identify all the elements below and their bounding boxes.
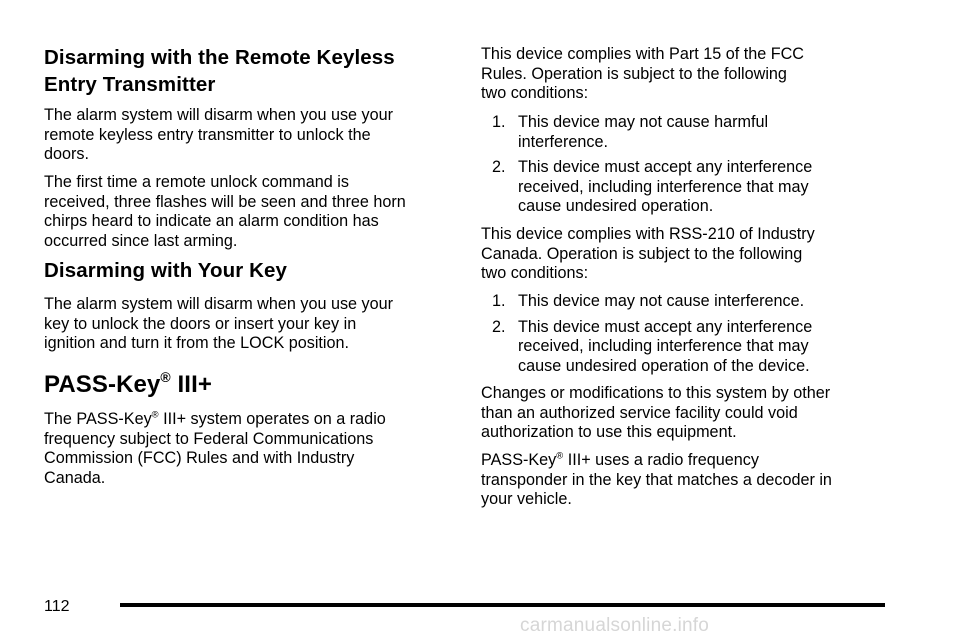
list-item xyxy=(481,318,901,377)
paragraph-rss-intro xyxy=(481,225,901,284)
text-line: authorization to use this equipment. xyxy=(481,423,737,442)
heading-disarming-remote xyxy=(44,45,464,98)
text-line: cause undesired operation of the device. xyxy=(518,356,810,375)
text-line: received, including interference that may xyxy=(518,177,809,196)
text-fragment: PASS-Key xyxy=(481,451,557,469)
list-item xyxy=(481,292,901,312)
paragraph-fcc-intro xyxy=(481,45,901,104)
text-line: chirps heard to indicate an alarm condition has xyxy=(44,212,379,231)
heading-line: Disarming with Your Key xyxy=(44,259,288,282)
text-line: received, three flashes will be seen and three horn xyxy=(44,192,406,211)
heading-passkey xyxy=(44,370,464,400)
registered-mark: ® xyxy=(151,408,159,420)
list-number: 2. xyxy=(492,158,506,177)
registered-mark: ® xyxy=(556,449,564,461)
text-line: Canada. Operation is subject to the following xyxy=(481,244,803,263)
text-line: Commission (FCC) Rules and with Industry xyxy=(44,449,355,468)
text-line: This device must accept any interference xyxy=(518,317,813,336)
text-line: This device may not cause harmful xyxy=(518,113,769,131)
text-fragment: III+ uses a radio frequency xyxy=(563,451,759,469)
text-line: than an authorized service facility could void xyxy=(481,403,798,422)
text-line: key to unlock the doors or insert your key in xyxy=(44,314,357,333)
paragraph-first-unlock xyxy=(44,173,464,251)
watermark-text: carmanualsonline.info xyxy=(520,615,710,636)
text-line: Rules. Operation is subject to the following xyxy=(481,64,787,83)
rss-conditions-list xyxy=(481,292,901,376)
heading-disarming-key xyxy=(44,258,464,285)
list-number: 1. xyxy=(492,292,506,310)
text-line: your vehicle. xyxy=(481,490,572,509)
list-number: 1. xyxy=(492,113,506,131)
text-line: Changes or modifications to this system by other xyxy=(481,384,831,402)
registered-mark: ® xyxy=(160,368,171,385)
list-item xyxy=(481,113,901,152)
text-line: occurred since last arming. xyxy=(44,231,238,250)
list-item xyxy=(481,158,901,217)
paragraph-remote-disarm xyxy=(44,106,464,165)
text-line: The alarm system will disarm when you use your xyxy=(44,106,394,124)
text-line: This device complies with Part 15 of the FCC xyxy=(481,45,804,63)
text-line: This device must accept any interference xyxy=(518,158,813,177)
text-line: This device may not cause interference. xyxy=(518,292,805,310)
text-line: The alarm system will disarm when you use your xyxy=(44,295,394,313)
text-fragment: The PASS-Key xyxy=(44,410,152,428)
text-line: transponder in the key that matches a decoder in xyxy=(481,470,832,489)
text-line: cause undesired operation. xyxy=(518,197,714,216)
fcc-conditions-list xyxy=(481,113,901,217)
text-line: frequency subject to Federal Communications xyxy=(44,429,374,448)
paragraph-passkey-transponder xyxy=(481,451,901,510)
text-line: received, including interference that may xyxy=(518,337,809,356)
text-line: two conditions: xyxy=(481,264,589,283)
page-number: 112 xyxy=(44,598,70,615)
text-line: interference. xyxy=(518,132,608,151)
text-line: The first time a remote unlock command is xyxy=(44,173,349,191)
heading-line: Disarming with the Remote Keyless xyxy=(44,46,395,69)
heading-line: Entry Transmitter xyxy=(44,72,216,96)
text-line: doors. xyxy=(44,145,89,164)
footer-rule xyxy=(120,603,885,607)
text-line: two conditions: xyxy=(481,84,589,103)
heading-text: III+ xyxy=(170,371,212,398)
paragraph-key-disarm xyxy=(44,295,464,354)
paragraph-changes-warning xyxy=(481,384,901,443)
text-line: Canada. xyxy=(44,468,106,487)
text-line: remote keyless entry transmitter to unlock the xyxy=(44,125,371,144)
paragraph-passkey-system xyxy=(44,410,464,488)
text-line: This device complies with RSS-210 of Industry xyxy=(481,225,815,243)
heading-text: PASS-Key xyxy=(44,371,161,398)
list-number: 2. xyxy=(492,317,506,336)
text-fragment: III+ system operates on a radio xyxy=(158,410,386,428)
text-line: ignition and turn it from the LOCK position. xyxy=(44,334,350,353)
